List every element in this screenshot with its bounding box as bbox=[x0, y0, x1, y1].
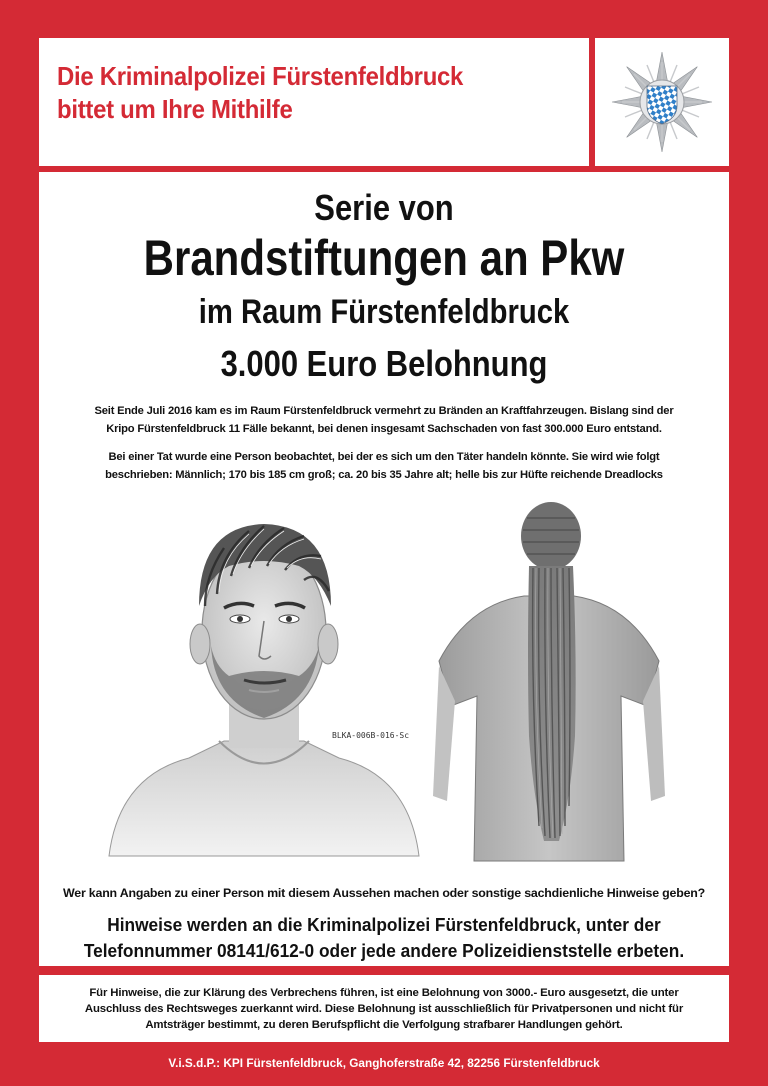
reward-line-1: Für Hinweise, die zur Klärung des Verbrechens führen, ist eine Belohnung von 3000.- Euro ausgesetzt, die unter bbox=[89, 987, 679, 999]
main-panel bbox=[39, 172, 729, 966]
reward-text bbox=[57, 985, 711, 1033]
incident-line-1: Seit Ende Juli 2016 kam es im Raum Fürstenfeldbruck vermehrt zu Bränden an Kraftfahrzeugen. Bislang sind der bbox=[94, 405, 674, 417]
description-line-1: Bei einer Tat wurde eine Person beobachtet, bei der es sich um den Täter handeln könnte. Sie wird wie folgt bbox=[108, 451, 660, 463]
reward-line-3: Amtsträger bestimmt, zu deren Berufspflicht die Verfolgung strafbarer Handlungen gehört. bbox=[145, 1019, 623, 1031]
emblem-panel bbox=[595, 38, 729, 166]
sketch-id-label: BLKA-006B-016-Sc bbox=[332, 731, 410, 740]
imprint: V.i.S.d.P.: KPI Fürstenfeldbruck, Ganghoferstraße 42, 82256 Fürstenfeldbruck bbox=[168, 1056, 600, 1070]
contact-line-2: Telefonnummer 08141/612-0 oder jede andere Polizeidienststelle erbeten. bbox=[83, 940, 685, 961]
header-line-1: Die Kriminalpolizei Fürstenfeldbruck bbox=[57, 61, 464, 91]
description-line-2: beschrieben: Männlich; 170 bis 185 cm groß; ca. 20 bis 35 Jahre alt; helle bis zur Hüfte reichende Dreadlocks bbox=[105, 469, 663, 481]
reward-panel bbox=[39, 975, 729, 1042]
contact-info bbox=[63, 912, 705, 964]
contact-line-1: Hinweise werden an die Kriminalpolizei Fürstenfeldbruck, unter der bbox=[107, 914, 661, 935]
police-star-bavaria-icon bbox=[610, 50, 714, 154]
description-paragraph bbox=[59, 448, 709, 484]
header-line-2: bittet um Ihre Mithilfe bbox=[57, 94, 293, 124]
incident-line-2: Kripo Fürstenfeldbruck 11 Fälle bekannt, bei denen insgesamt Sachschaden von fast 300.000 Euro entstand. bbox=[106, 423, 662, 435]
appeal-question: Wer kann Angaben zu einer Person mit diesem Aussehen machen oder sonstige sachdienliche Hinweise geben? bbox=[62, 886, 706, 900]
header-title bbox=[57, 60, 463, 126]
dreadlocks-back-view-icon bbox=[429, 496, 669, 866]
incident-paragraph bbox=[59, 402, 709, 438]
headline-reward: 3.000 Euro Belohnung bbox=[220, 343, 548, 384]
reward-line-2: Auschluss des Rechtsweges zuerkannt wird. Diese Belohnung ist ausschließlich für Privatpersonen und nicht für bbox=[84, 1003, 684, 1015]
suspect-face-sketch-icon bbox=[99, 496, 429, 866]
header-panel bbox=[39, 38, 589, 166]
suspect-sketch bbox=[99, 496, 429, 866]
headline-area: im Raum Fürstenfeldbruck bbox=[198, 293, 570, 331]
dreadlocks-photo bbox=[429, 496, 669, 866]
headline-arson: Brandstiftungen an Pkw bbox=[143, 230, 625, 286]
headline-series: Serie von bbox=[314, 187, 454, 228]
